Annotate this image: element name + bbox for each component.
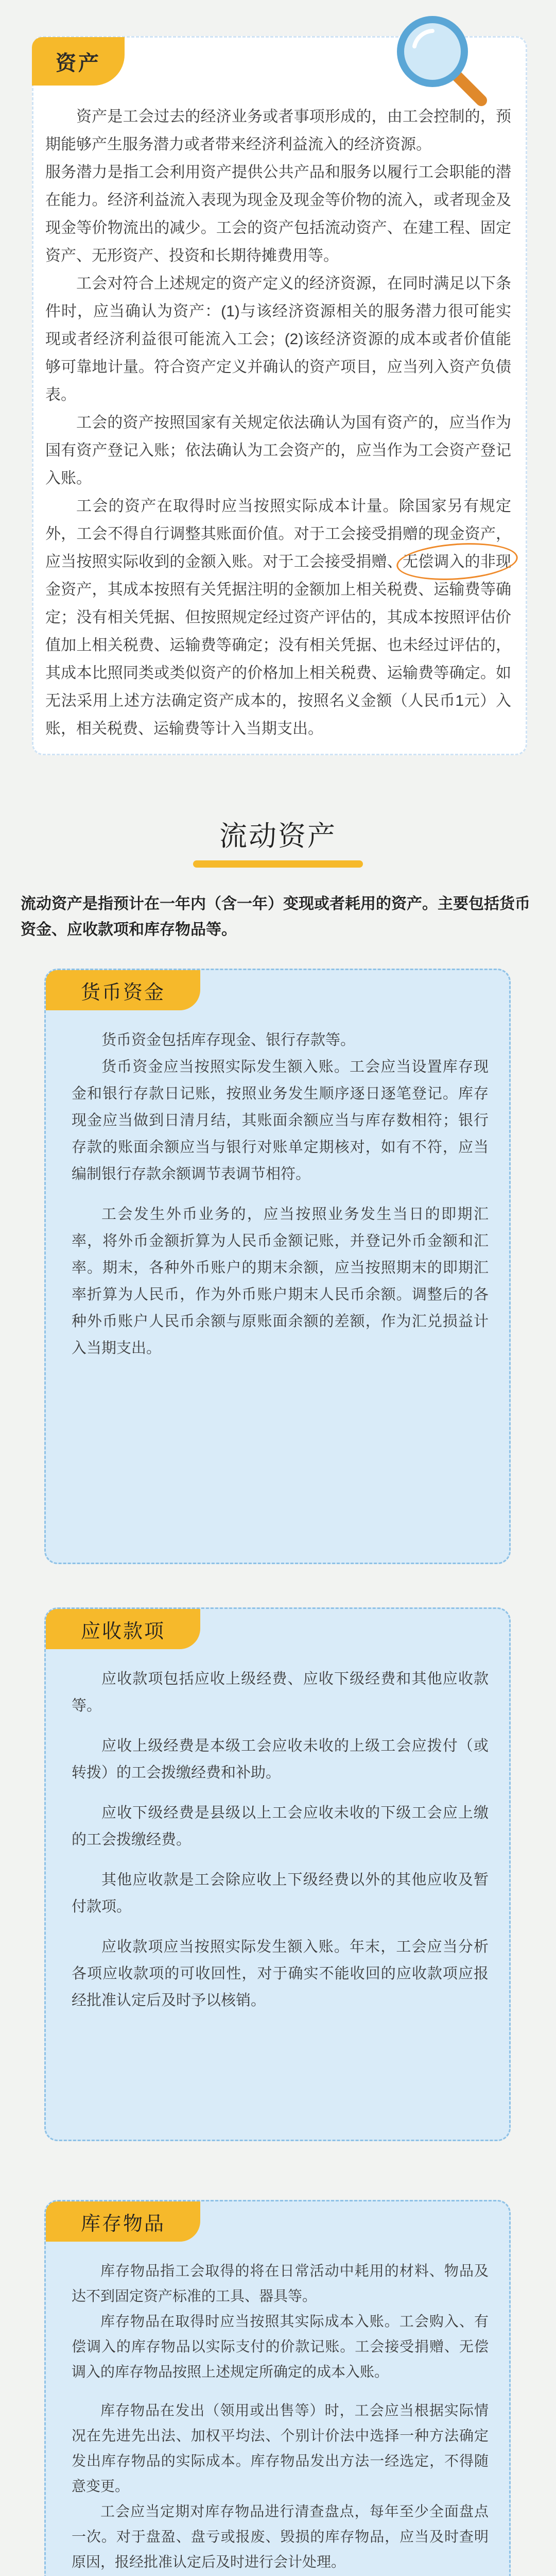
cash-paragraph-3: 工会发生外币业务的，应当按照业务发生当日的即期汇率，将外币金额折算为人民币金额记账，并登记外币金额和汇率。期末，各种外币账户的期末余额，应当按照期末的即期汇率折算为人民币，作为外币账户期末人民币余额。调整后的各种外币账户人民币余额与原账面余额的差额，作为汇兑损益计入当期支出。 — [72, 1206, 489, 1357]
asset-paragraph-1: 资产是工会过去的经济业务或者事项形成的，由工会控制的，预期能够产生服务潜力或者带来经济利益流入的经济资源。 — [45, 108, 511, 153]
inventory-card — [44, 2200, 511, 2576]
asset-paragraph-3: 工会对符合上述规定的资产定义的经济资源，在同时满足以下条件时，应当确认为资产：(1)与该经济资源相关的服务潜力很可能实现或者经济利益很可能流入工会；(2)该经济资源的成本或者价值能够可靠地计量。符合资产定义并确认的资产项目，应当列入资产负债表。 — [45, 275, 511, 403]
cash-card-body — [72, 1027, 489, 1362]
asset-section-tag-label: 资产 — [56, 52, 101, 75]
receivables-paragraph-4: 其他应收款是工会除应收上下级经费以外的其他应收及暂付款项。 — [72, 1872, 489, 1915]
receivables-paragraph-3: 应收下级经费是县级以上工会应收未收的下级工会应上缴的工会拨缴经费。 — [72, 1805, 489, 1848]
cash-card-tag-label: 货币资金 — [80, 981, 165, 1004]
inventory-card-tag — [46, 2201, 200, 2242]
cash-card-tag — [46, 970, 200, 1010]
cash-card — [44, 969, 511, 1564]
title-underline — [193, 860, 363, 868]
current-assets-title-wrap — [0, 814, 556, 854]
current-assets-title: 流动资产 — [219, 821, 337, 852]
receivables-paragraph-2: 应收上级经费是本级工会应收未收的上级工会应拨付（或转拨）的工会拨缴经费和补助。 — [72, 1738, 489, 1781]
cash-paragraph-1: 货币资金包括库存现金、银行存款等。 — [101, 1032, 356, 1048]
asset-paragraph-4: 工会的资产按照国家有关规定依法确认为国有资产的，应当作为国有资产登记入账；依法确认为工会资产的，应当作为工会资产登记入账。 — [45, 414, 511, 487]
current-assets-intro: 流动资产是指预计在一年内（含一年）变现或者耗用的资产。主要包括货币资金、应收款项和库存物品等。 — [21, 895, 530, 938]
asset-paragraph-2: 服务潜力是指工会利用资产提供公共产品和服务以履行工会职能的潜在能力。经济利益流入表现为现金及现金等价物的流入，或者现金及现金等价物流出的减少。工会的资产包括流动资产、在建工程、固定资产、无形资产、投资和长期待摊费用等。 — [45, 164, 511, 264]
receivables-card-tag-label: 应收款项 — [80, 1620, 165, 1642]
asset-paragraph-5: 工会的资产在取得时应当按照实际成本计量。除国家另有规定外，工会不得自行调整其账面价值。对于工会接受捐赠的现金资产，应当按照实际收到的金额入账。对于工会接受捐赠、无偿调入的非现金资产，其成本按照有关凭据注明的金额加上相关税费、运输费等确定；没有相关凭据、但按照规定经过资产评估的，其成本按照评估价值加上相关税费、运输费等确定；没有相关凭据、也未经过评估的，其成本比照同类或类似资产的价格加上相关税费、运输费等确定。如无法采用上述方法确定资产成本的，按照名义金额（人民币1元）入账，相关税费、运输费等计入当期支出。 — [45, 498, 511, 737]
receivables-card-tag — [46, 1609, 200, 1649]
asset-section-tag — [32, 37, 125, 86]
cash-paragraph-2: 货币资金应当按照实际发生额入账。工会应当设置库存现金和银行存款日记账，按照业务发生顺序逐日逐笔登记。库存现金应当做到日清月结，其账面余额应当与库存数相符；银行存款的账面余额应当与银行对账单定期核对，如有不符，应当编制银行存款余额调节表调节相符。 — [72, 1059, 489, 1182]
inventory-card-tag-label: 库存物品 — [80, 2213, 165, 2235]
inventory-paragraph-1: 库存物品指工会取得的将在日常活动中耗用的材料、物品及达不到固定资产标准的工具、器具等。 — [72, 2263, 489, 2304]
receivables-paragraph-5: 应收款项应当按照实际发生额入账。年末，工会应当分析各项应收款项的可收回性，对于确实不能收回的应收款项应报经批准认定后及时予以核销。 — [72, 1939, 489, 2009]
inventory-paragraph-2: 库存物品在取得时应当按照其实际成本入账。工会购入、有偿调入的库存物品以实际支付的价款记账。工会接受捐赠、无偿调入的库存物品按照上述规定所确定的成本入账。 — [72, 2313, 489, 2380]
inventory-paragraph-3: 库存物品在发出（领用或出售等）时，工会应当根据实际情况在先进先出法、加权平均法、个别计价法中选择一种方法确定发出库存物品的实际成本。库存物品发出方法一经选定，不得随意变更。 — [72, 2402, 489, 2494]
asset-body — [45, 103, 511, 743]
inventory-card-body — [72, 2258, 489, 2576]
magnifier-icon — [391, 10, 489, 108]
receivables-card-body — [72, 1666, 489, 2014]
receivables-card — [44, 1607, 511, 2141]
inventory-paragraph-4: 工会应当定期对库存物品进行清查盘点，每年至少全面盘点一次。对于盘盈、盘亏或报废、毁损的库存物品，应当及时查明原因，报经批准认定后及时进行会计处理。 — [72, 2503, 489, 2570]
receivables-paragraph-1: 应收款项包括应收上级经费、应收下级经费和其他应收款等。 — [72, 1671, 489, 1714]
